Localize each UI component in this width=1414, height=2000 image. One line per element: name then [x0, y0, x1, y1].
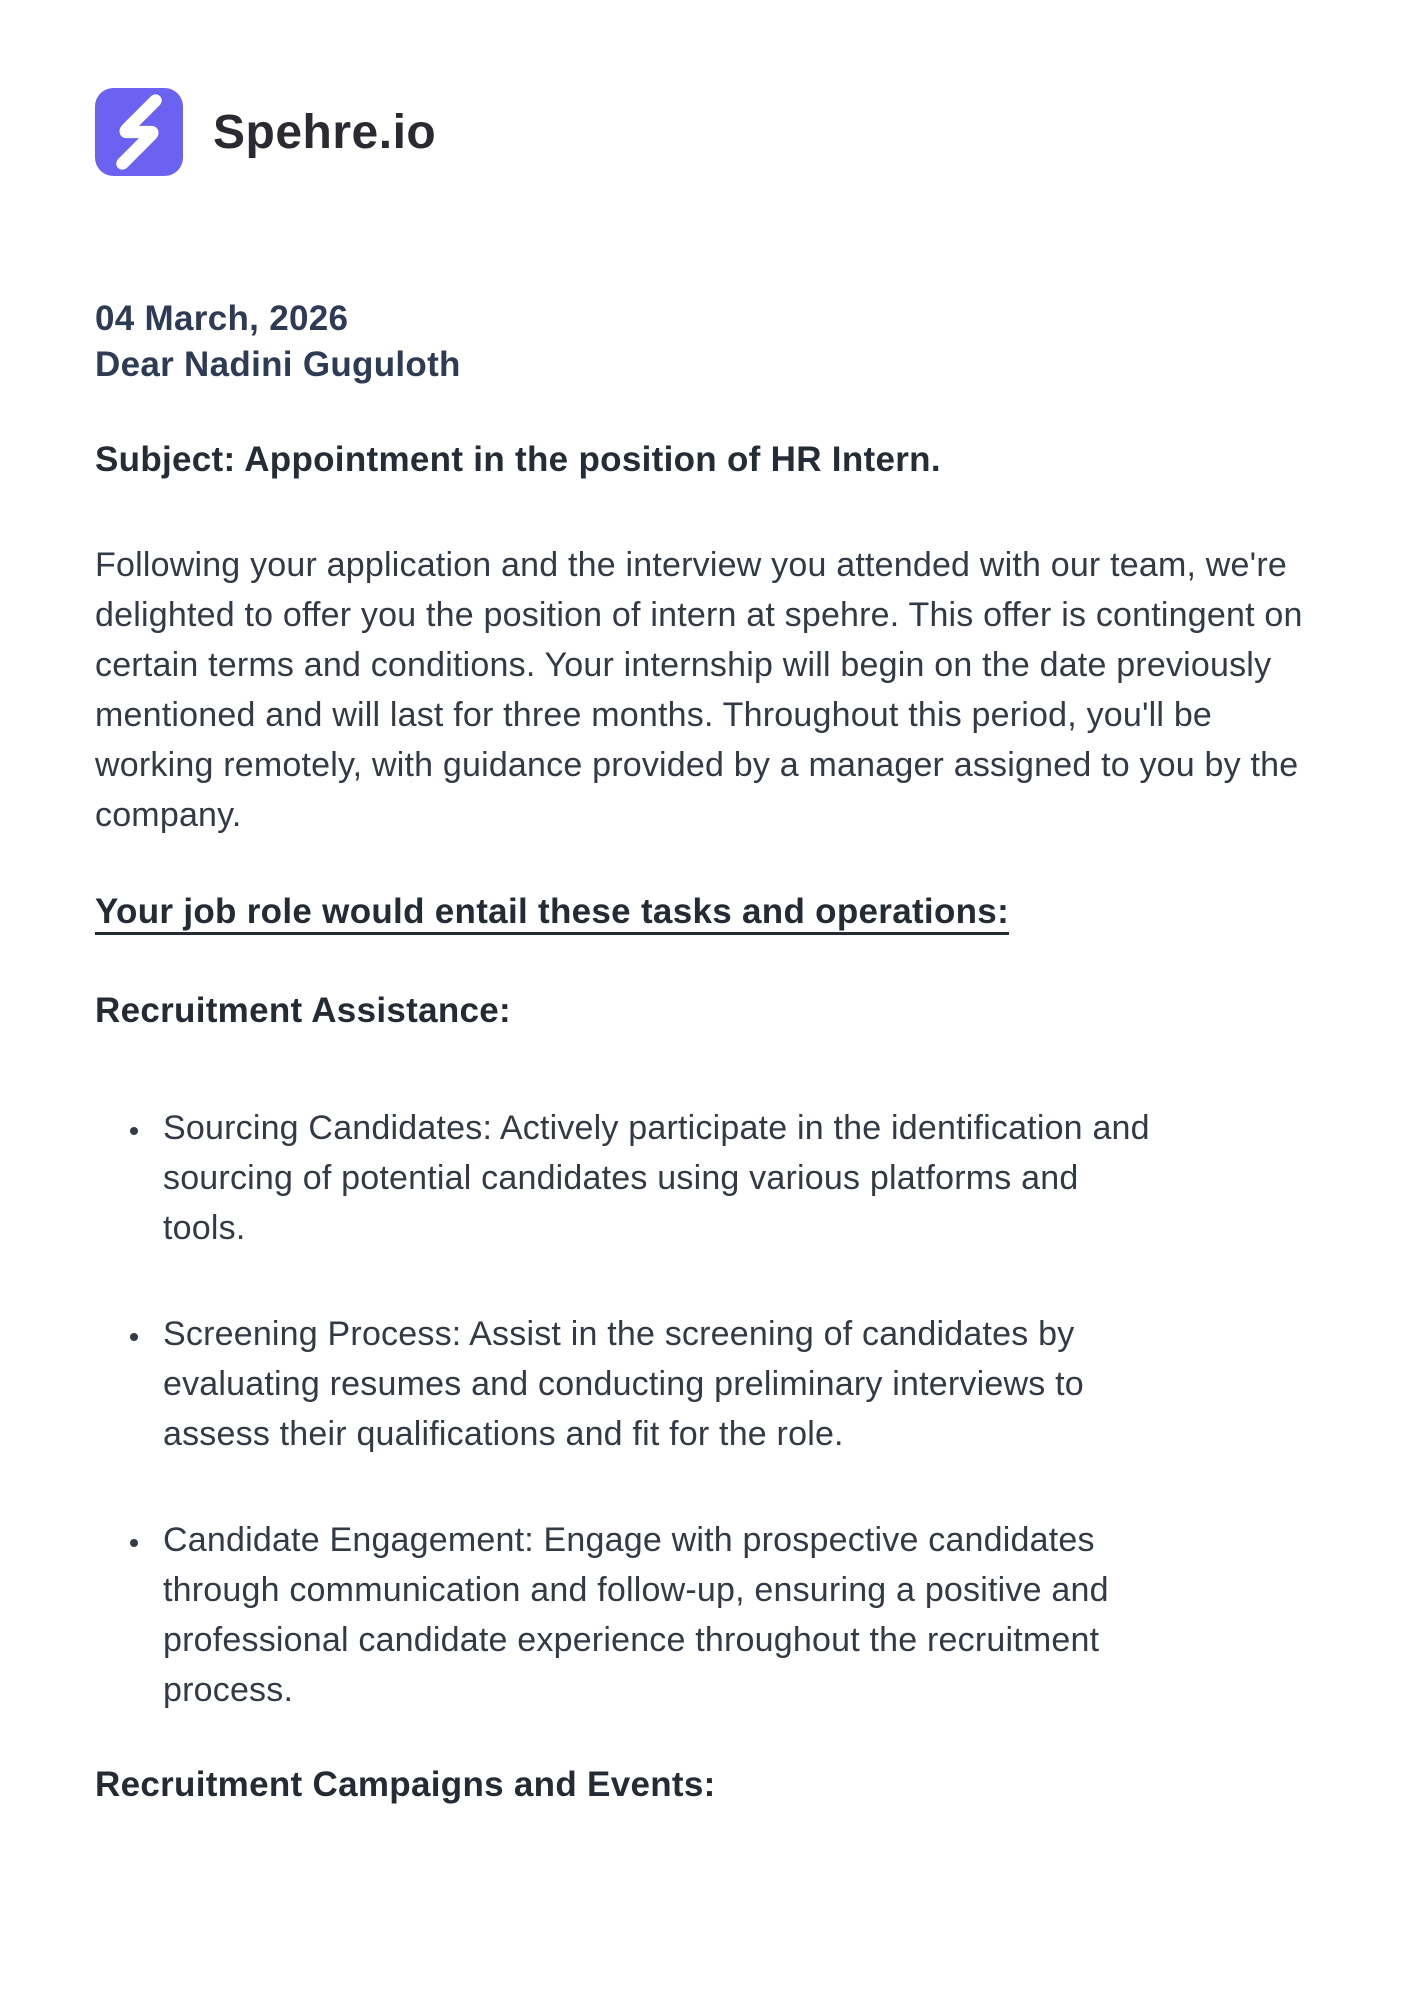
section-title-recruitment-campaigns: Recruitment Campaigns and Events:	[95, 1765, 716, 1804]
spehre-logo-icon	[95, 88, 183, 176]
section-title-recruitment-assistance: Recruitment Assistance:	[95, 991, 512, 1030]
letter-meta	[95, 296, 1330, 388]
letter-date: 04 March, 2026	[95, 299, 349, 338]
list-item-screening-process: • Screening Process: Assist in the screening of candidates by evaluating resumes and conducting preliminary interviews to assess their qualifications and fit for the role.	[153, 1309, 1158, 1459]
list-item-candidate-engagement: • Candidate Engagement: Engage with prospective candidates through communication and follow-up, ensuring a positive and professional candidate experience throughout the recruitment process.	[153, 1515, 1158, 1715]
brand-header	[95, 88, 1330, 176]
letter-body	[95, 296, 1330, 1807]
recruitment-assistance-list	[95, 1103, 1330, 1715]
letter-greeting: Dear Nadini Guguloth	[95, 345, 461, 384]
tasks-heading: Your job role would entail these tasks and operations:	[95, 892, 1010, 931]
brand-name: Spehre.io	[213, 105, 437, 159]
intro-paragraph: Following your application and the interview you attended with our team, we're delighted to offer you the position of intern at spehre. This offer is contingent on certain terms and conditions. Your internship will begin on the date previously mentioned and will last for three months. Throughout this period, you'll be working remotely, with guidance provided by a manager assigned to you by the company.	[95, 546, 1303, 834]
list-item-sourcing-candidates: • Sourcing Candidates: Actively participate in the identification and sourcing of potential candidates using various platforms and tools.	[153, 1103, 1158, 1253]
letter-subject: Subject: Appointment in the position of HR Intern.	[95, 440, 941, 479]
